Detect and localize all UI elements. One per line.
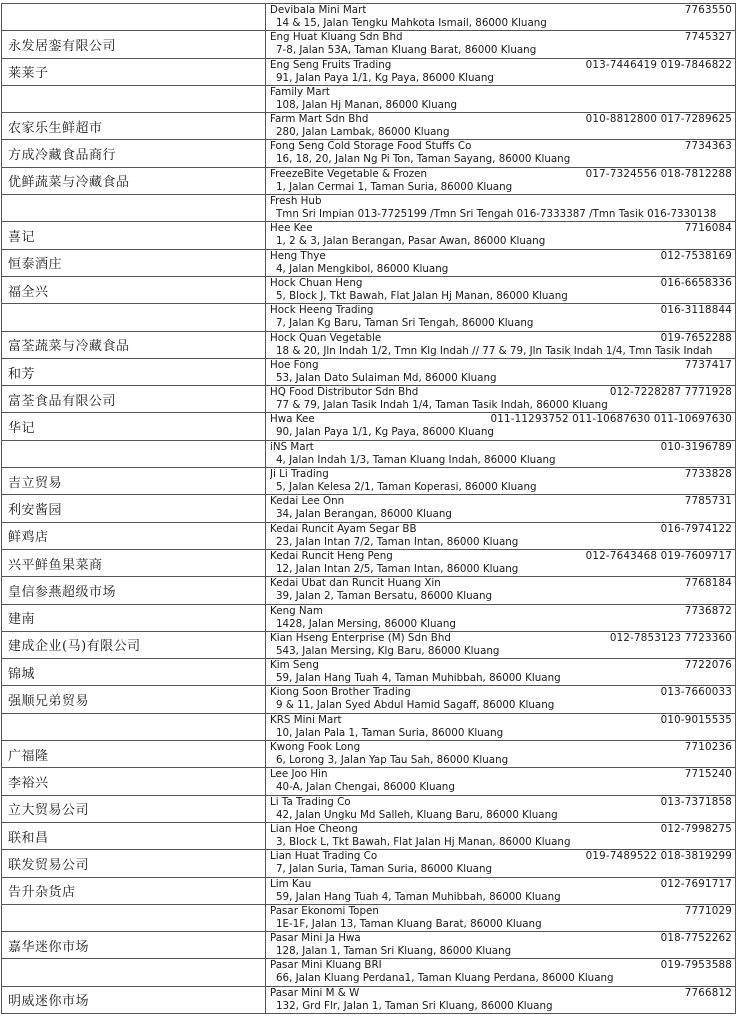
- phone-numbers: 016-7974122: [660, 522, 732, 535]
- directory-entry: [2, 4, 736, 31]
- business-name: Pasar Mini Ja Hwa: [270, 932, 361, 945]
- entry-info: [266, 331, 736, 358]
- business-address: 1428, Jalan Mersing, 86000 Kluang: [276, 617, 456, 630]
- business-address: 34, Jalan Berangan, 86000 Kluang: [276, 508, 452, 521]
- chinese-name: 强顺兄弟贸易: [2, 686, 266, 713]
- business-name: Hoe Fong: [270, 358, 319, 371]
- chinese-name: 李裕兴: [2, 768, 266, 795]
- directory-entry: [2, 276, 736, 303]
- business-name: Li Ta Trading Co: [270, 795, 351, 808]
- phone-numbers: 7785731: [684, 495, 732, 508]
- entry-info: [266, 768, 736, 795]
- chinese-name: 喜记: [2, 222, 266, 249]
- chinese-name: 农家乐生鲜超市: [2, 113, 266, 140]
- entry-info: [266, 440, 736, 467]
- business-address: 91, Jalan Paya 1/1, Kg Paya, 86000 Kluang: [276, 71, 494, 84]
- business-name: Eng Seng Fruits Trading: [270, 58, 392, 71]
- phone-numbers: 012-7643468 019-7609717: [585, 549, 732, 562]
- directory-entry: [2, 358, 736, 385]
- business-name: Hwa Kee: [270, 413, 315, 426]
- directory-entry: [2, 604, 736, 631]
- directory-entry: [2, 222, 736, 249]
- directory-entry: [2, 140, 736, 167]
- chinese-name: 广福隆: [2, 741, 266, 768]
- chinese-name: 建成企业(马)有限公司: [2, 631, 266, 658]
- phone-numbers: 7771029: [684, 904, 732, 917]
- business-name: KRS Mini Mart: [270, 713, 342, 726]
- directory-entry: [2, 850, 736, 877]
- chinese-name: 明威迷你市场: [2, 986, 266, 1013]
- chinese-name: 优鲜蔬菜与冷藏食品: [2, 167, 266, 194]
- directory-entry: [2, 986, 736, 1013]
- phone-numbers: 019-7953588: [660, 959, 732, 972]
- entry-info: [266, 822, 736, 849]
- chinese-name: 兴平鲜鱼果菜商: [2, 549, 266, 576]
- entry-info: [266, 741, 736, 768]
- entry-info: [266, 904, 736, 931]
- phone-numbers: 019-7652288: [660, 331, 732, 344]
- business-name: Kedai Ubat dan Runcit Huang Xin: [270, 577, 441, 590]
- phone-numbers: 012-7228287 7771928: [609, 386, 732, 399]
- chinese-name: [2, 713, 266, 740]
- business-name: Family Mart: [270, 85, 330, 98]
- business-address: 59, Jalan Hang Tuah 4, Taman Muhibbah, 86000 Kluang: [276, 890, 561, 903]
- phone-numbers: 017-7324556 018-7812288: [585, 167, 732, 180]
- entry-info: [266, 713, 736, 740]
- business-address: Tmn Sri Impian 013-7725199 /Tmn Sri Tengah 016-7333387 /Tmn Tasik 016-7330138: [276, 208, 717, 221]
- phone-numbers: 019-7489522 018-3819299: [585, 850, 732, 863]
- business-address: 1, 2 & 3, Jalan Berangan, Pasar Awan, 86000 Kluang: [276, 235, 546, 248]
- phone-numbers: 7763550: [684, 4, 732, 16]
- business-address: 1E-1F, Jalan 13, Taman Kluang Barat, 86000 Kluang: [276, 917, 542, 930]
- entry-info: [266, 195, 736, 222]
- chinese-name: 永发居銮有限公司: [2, 31, 266, 58]
- phone-numbers: 7716084: [684, 222, 732, 235]
- directory-entry: [2, 304, 736, 331]
- chinese-name: 吉立贸易: [2, 468, 266, 495]
- phone-numbers: 7745327: [684, 31, 732, 44]
- directory-entry: [2, 249, 736, 276]
- business-address: 543, Jalan Mersing, Klg Baru, 86000 Kluang: [276, 644, 500, 657]
- phone-numbers: 013-7446419 019-7846822: [585, 58, 732, 71]
- entry-info: [266, 959, 736, 986]
- directory-entry: [2, 877, 736, 904]
- business-address: 5, Block J, Tkt Bawah, Flat Jalan Hj Manan, 86000 Kluang: [276, 289, 568, 302]
- chinese-name: 恒泰酒庄: [2, 249, 266, 276]
- business-address: 4, Jalan Mengkibol, 86000 Kluang: [276, 262, 449, 275]
- directory-entry: [2, 959, 736, 986]
- chinese-name: [2, 4, 266, 31]
- business-name: Farm Mart Sdn Bhd: [270, 113, 369, 126]
- business-address: 14 & 15, Jalan Tengku Mahkota Ismail, 86000 Kluang: [276, 17, 547, 29]
- phone-numbers: 7715240: [684, 768, 732, 781]
- directory-entry: [2, 904, 736, 931]
- entry-info: [266, 4, 736, 31]
- business-name: Pasar Mini Kluang BRI: [270, 959, 382, 972]
- entry-info: [266, 58, 736, 85]
- chinese-name: [2, 304, 266, 331]
- business-name: Hock Quan Vegetable: [270, 331, 382, 344]
- entry-info: [266, 877, 736, 904]
- business-address: 3, Block L, Tkt Bawah, Flat Jalan Hj Manan, 86000 Kluang: [276, 835, 571, 848]
- directory-entry: [2, 495, 736, 522]
- chinese-name: 莱莱子: [2, 58, 266, 85]
- directory-entry: [2, 713, 736, 740]
- chinese-name: 富荃食品有限公司: [2, 386, 266, 413]
- entry-info: [266, 659, 736, 686]
- chinese-name: 鲜鸡店: [2, 522, 266, 549]
- directory-entry: [2, 659, 736, 686]
- business-address: 7-8, Jalan 53A, Taman Kluang Barat, 86000 Kluang: [276, 44, 537, 57]
- entry-info: [266, 222, 736, 249]
- entry-info: [266, 358, 736, 385]
- phone-numbers: 016-6658336: [660, 276, 732, 289]
- entry-info: [266, 604, 736, 631]
- business-name: iNS Mart: [270, 440, 314, 453]
- directory-entry: [2, 686, 736, 713]
- business-name: Kim Seng: [270, 659, 319, 672]
- business-name: Heng Thye: [270, 249, 326, 262]
- chinese-name: 嘉华迷你市场: [2, 932, 266, 959]
- directory-entry: [2, 631, 736, 658]
- entry-info: [266, 167, 736, 194]
- chinese-name: [2, 904, 266, 931]
- entry-info: [266, 631, 736, 658]
- phone-numbers: 012-7853123 7723360: [609, 631, 732, 644]
- business-address: 53, Jalan Dato Sulaiman Md, 86000 Kluang: [276, 371, 497, 384]
- entry-info: [266, 85, 736, 112]
- directory-entry: [2, 331, 736, 358]
- business-address: 77 & 79, Jalan Tasik Indah 1/4, Taman Tasik Indah, 86000 Kluang: [276, 399, 608, 412]
- business-name: Pasar Mini M & W: [270, 986, 360, 999]
- business-address: 132, Grd Flr, Jalan 1, Taman Sri Kluang, 86000 Kluang: [276, 999, 553, 1012]
- entry-info: [266, 413, 736, 440]
- directory-entry: [2, 741, 736, 768]
- chinese-name: 立大贸易公司: [2, 795, 266, 822]
- business-name: Lian Huat Trading Co: [270, 850, 378, 863]
- business-name: Kedai Runcit Ayam Segar BB: [270, 522, 417, 535]
- business-address: 16, 18, 20, Jalan Ng Pi Ton, Taman Sayang, 86000 Kluang: [276, 153, 571, 166]
- business-name: Kwong Fook Long: [270, 741, 361, 754]
- business-address: 1, Jalan Cermai 1, Taman Suria, 86000 Kluang: [276, 180, 513, 193]
- business-name: Hock Chuan Heng: [270, 276, 363, 289]
- entry-info: [266, 577, 736, 604]
- directory-entry: [2, 822, 736, 849]
- chinese-name: 告升杂货店: [2, 877, 266, 904]
- directory-entry: [2, 468, 736, 495]
- entry-info: [266, 249, 736, 276]
- directory-entry: [2, 768, 736, 795]
- chinese-name: [2, 85, 266, 112]
- business-address: 280, Jalan Lambak, 86000 Kluang: [276, 126, 450, 139]
- business-address: 39, Jalan 2, Taman Bersatu, 86000 Kluang: [276, 590, 493, 603]
- phone-numbers: 7766812: [684, 986, 732, 999]
- phone-numbers: 010-3196789: [660, 440, 732, 453]
- chinese-name: [2, 959, 266, 986]
- business-name: Lim Kau: [270, 877, 312, 890]
- phone-numbers: 7733828: [684, 468, 732, 481]
- directory-rows: [2, 4, 736, 1014]
- phone-numbers: 010-8812800 017-7289625: [585, 113, 732, 126]
- directory-entry: [2, 413, 736, 440]
- business-address: 9 & 11, Jalan Syed Abdul Hamid Sagaff, 86000 Kluang: [276, 699, 555, 712]
- business-name: Eng Huat Kluang Sdn Bhd: [270, 31, 403, 44]
- business-address: 108, Jalan Hj Manan, 86000 Kluang: [276, 98, 458, 111]
- directory-entry: [2, 195, 736, 222]
- entry-info: [266, 386, 736, 413]
- phone-numbers: 018-7752262: [660, 932, 732, 945]
- entry-info: [266, 522, 736, 549]
- phone-numbers: 7768184: [684, 577, 732, 590]
- phone-numbers: 012-7691717: [660, 877, 732, 890]
- chinese-name: 利安酱园: [2, 495, 266, 522]
- phone-numbers: 7722076: [684, 659, 732, 672]
- business-address: 90, Jalan Paya 1/1, Kg Paya, 86000 Kluang: [276, 426, 494, 439]
- directory-entry: [2, 386, 736, 413]
- business-name: Hee Kee: [270, 222, 313, 235]
- chinese-name: 和芳: [2, 358, 266, 385]
- directory-entry: [2, 113, 736, 140]
- business-name: Fong Seng Cold Storage Food Stuffs Co: [270, 140, 472, 153]
- business-name: Kian Hseng Enterprise (M) Sdn Bhd: [270, 631, 451, 644]
- business-name: Hock Heeng Trading: [270, 304, 374, 317]
- business-name: FreezeBite Vegetable & Frozen: [270, 167, 428, 180]
- business-name: Kedai Lee Onn: [270, 495, 345, 508]
- entry-info: [266, 986, 736, 1013]
- chinese-name: [2, 195, 266, 222]
- directory-entry: [2, 440, 736, 467]
- business-address: 12, Jalan Intan 2/5, Taman Intan, 86000 Kluang: [276, 562, 519, 575]
- business-name: HQ Food Distributor Sdn Bhd: [270, 386, 419, 399]
- chinese-name: 皇信参燕超级市场: [2, 577, 266, 604]
- phone-numbers: 010-9015535: [660, 713, 732, 726]
- entry-info: [266, 113, 736, 140]
- chinese-name: 联发贸易公司: [2, 850, 266, 877]
- phone-numbers: 011-11293752 011-10687630 011-10697630: [490, 413, 732, 426]
- directory-entry: [2, 577, 736, 604]
- entry-info: [266, 932, 736, 959]
- phone-numbers: 7736872: [684, 604, 732, 617]
- business-name: Lian Hoe Cheong: [270, 822, 358, 835]
- business-address: 5, Jalan Kelesa 2/1, Taman Koperasi, 86000 Kluang: [276, 481, 537, 494]
- chinese-name: 锦城: [2, 659, 266, 686]
- business-address: 7, Jalan Kg Baru, Taman Sri Tengah, 86000 Kluang: [276, 317, 534, 330]
- directory-entry: [2, 167, 736, 194]
- directory-entry: [2, 31, 736, 58]
- business-name: Devibala Mini Mart: [270, 4, 367, 16]
- entry-info: [266, 549, 736, 576]
- entry-info: [266, 850, 736, 877]
- entry-info: [266, 468, 736, 495]
- phone-numbers: 7737417: [684, 358, 732, 371]
- business-name: Keng Nam: [270, 604, 323, 617]
- entry-info: [266, 495, 736, 522]
- business-address: 40-A, Jalan Chengai, 86000 Kluang: [276, 781, 455, 794]
- phone-numbers: 012-7998275: [660, 822, 732, 835]
- entry-info: [266, 31, 736, 58]
- entry-info: [266, 795, 736, 822]
- chinese-name: 富荃蔬菜与冷藏食品: [2, 331, 266, 358]
- business-name: Ji Li Trading: [270, 468, 329, 481]
- business-name: Pasar Ekonomi Topen: [270, 904, 379, 917]
- business-address: 4, Jalan Indah 1/3, Taman Kluang Indah, 86000 Kluang: [276, 453, 556, 466]
- business-name: Kedai Runcit Heng Peng: [270, 549, 393, 562]
- entry-info: [266, 304, 736, 331]
- chinese-name: 华记: [2, 413, 266, 440]
- directory-entry: [2, 85, 736, 112]
- directory-entry: [2, 58, 736, 85]
- directory-entry: [2, 795, 736, 822]
- phone-numbers: 7710236: [684, 741, 732, 754]
- phone-numbers: 013-7371858: [660, 795, 732, 808]
- phone-numbers: 016-3118844: [660, 304, 732, 317]
- business-address: 128, Jalan 1, Taman Sri Kluang, 86000 Kluang: [276, 945, 512, 958]
- business-address: 18 & 20, Jln Indah 1/2, Tmn Klg Indah // 77 & 79, Jln Tasik Indah 1/4, Tmn Tasik Indah: [276, 344, 713, 357]
- entry-info: [266, 140, 736, 167]
- phone-numbers: 012-7538169: [660, 249, 732, 262]
- chinese-name: [2, 440, 266, 467]
- entry-info: [266, 276, 736, 303]
- business-name: Lee Joo Hin: [270, 768, 328, 781]
- chinese-name: 方成冷藏食品商行: [2, 140, 266, 167]
- directory-entry: [2, 522, 736, 549]
- business-name: Kiong Soon Brother Trading: [270, 686, 411, 699]
- business-name: Fresh Hub: [270, 195, 322, 208]
- chinese-name: 联和昌: [2, 822, 266, 849]
- business-address: 42, Jalan Ungku Md Salleh, Kluang Baru, 86000 Kluang: [276, 808, 558, 821]
- phone-numbers: 7734363: [684, 140, 732, 153]
- business-address: 6, Lorong 3, Jalan Yap Tau Sah, 86000 Kluang: [276, 754, 509, 767]
- business-address: 10, Jalan Pala 1, Taman Suria, 86000 Kluang: [276, 726, 504, 739]
- directory-table: [1, 3, 736, 1014]
- business-address: 66, Jalan Kluang Perdana1, Taman Kluang Perdana, 86000 Kluang: [276, 972, 614, 985]
- chinese-name: 福全兴: [2, 276, 266, 303]
- phone-numbers: 013-7660033: [660, 686, 732, 699]
- business-address: 7, Jalan Suria, Taman Suria, 86000 Kluang: [276, 863, 493, 876]
- business-address: 59, Jalan Hang Tuah 4, Taman Muhibbah, 86000 Kluang: [276, 672, 561, 685]
- directory-entry: [2, 932, 736, 959]
- business-address: 23, Jalan Intan 7/2, Taman Intan, 86000 Kluang: [276, 535, 519, 548]
- chinese-name: 建南: [2, 604, 266, 631]
- directory-entry: [2, 549, 736, 576]
- entry-info: [266, 686, 736, 713]
